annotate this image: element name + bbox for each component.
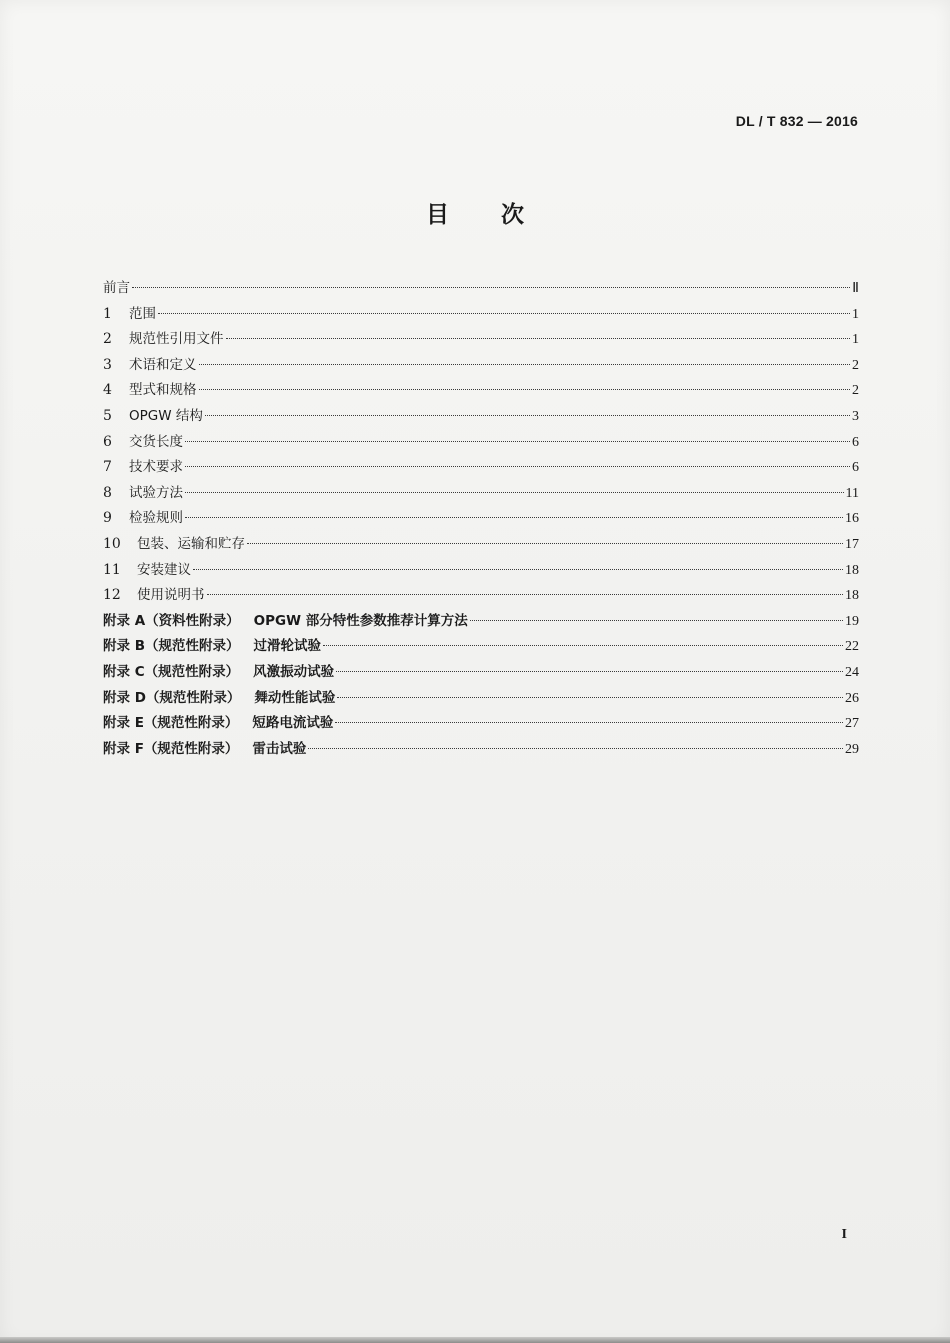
toc-entry-page: 1 xyxy=(852,332,859,348)
toc-entry-label: 前言 xyxy=(103,280,130,296)
toc-entry-number: 6 xyxy=(103,433,112,450)
toc-entry-label: 安装建议 xyxy=(137,561,191,578)
toc-entry-number: 12 xyxy=(103,587,121,604)
toc-entry-number: 10 xyxy=(103,535,121,552)
toc-annex-number: 附录 B（规范性附录） xyxy=(103,638,240,655)
toc-entry[interactable] xyxy=(103,404,859,430)
table-of-contents xyxy=(103,276,859,762)
scan-bottom-edge xyxy=(0,1337,950,1343)
toc-annex-label: 舞动性能试验 xyxy=(254,689,336,706)
dot-leader xyxy=(132,287,850,288)
dot-leader xyxy=(336,671,843,672)
toc-entry-label: 交货长度 xyxy=(129,433,183,450)
toc-entry-page: 22 xyxy=(845,639,859,655)
toc-entry-page: 3 xyxy=(852,408,859,424)
toc-entry-number: 11 xyxy=(103,561,121,578)
toc-entry-label: 检验规则 xyxy=(129,510,183,527)
toc-entry[interactable] xyxy=(103,302,859,328)
toc-entry-label: 试验方法 xyxy=(129,484,183,501)
toc-annex-entry[interactable] xyxy=(103,634,859,660)
dot-leader xyxy=(158,313,850,314)
toc-entry-number: 4 xyxy=(103,382,112,399)
toc-entry[interactable] xyxy=(103,558,859,584)
toc-entry-number: 5 xyxy=(103,407,112,424)
dot-leader xyxy=(337,697,843,698)
dot-leader xyxy=(226,338,851,339)
dot-leader xyxy=(205,415,850,416)
toc-entry-page: 11 xyxy=(845,485,859,501)
toc-entry-page: 26 xyxy=(845,690,859,706)
toc-entry[interactable] xyxy=(103,583,859,609)
toc-entry-page: 1 xyxy=(852,306,859,322)
toc-entry[interactable] xyxy=(103,481,859,507)
toc-entry-number: 7 xyxy=(103,459,112,476)
toc-entry-page: 2 xyxy=(852,357,859,373)
toc-entry-page: 17 xyxy=(845,536,859,552)
toc-entry[interactable] xyxy=(103,532,859,558)
toc-annex-number: 附录 C（规范性附录） xyxy=(103,663,240,680)
toc-entry-number: 3 xyxy=(103,356,112,373)
dot-leader xyxy=(185,441,850,442)
toc-entry-label: 范围 xyxy=(129,305,156,322)
toc-entry[interactable] xyxy=(103,327,859,353)
toc-annex-label: 风激振动试验 xyxy=(253,663,335,680)
toc-annex-label: OPGW 部分特性参数推荐计算方法 xyxy=(253,612,468,629)
toc-entry-label: 使用说明书 xyxy=(137,587,205,604)
toc-entry-page: 27 xyxy=(845,716,859,732)
toc-entry[interactable] xyxy=(103,276,859,302)
toc-entry-label: OPGW 结构 xyxy=(129,407,203,424)
toc-entry-number: 8 xyxy=(103,484,112,501)
toc-entry-number: 2 xyxy=(103,331,112,348)
toc-entry-label: 技术要求 xyxy=(129,459,183,476)
toc-entry-page: 2 xyxy=(852,383,859,399)
dot-leader xyxy=(185,517,843,518)
toc-annex-label: 雷击试验 xyxy=(252,740,307,757)
dot-leader xyxy=(247,543,843,544)
toc-entry-page: 6 xyxy=(852,460,859,476)
toc-entry[interactable] xyxy=(103,455,859,481)
toc-entry-page: 29 xyxy=(845,741,859,757)
dot-leader xyxy=(207,594,844,595)
toc-entry-page: 6 xyxy=(852,434,859,450)
toc-entry-page: Ⅱ xyxy=(852,281,859,296)
toc-annex-entry[interactable] xyxy=(103,686,859,712)
toc-entry[interactable] xyxy=(103,353,859,379)
toc-entry-label: 型式和规格 xyxy=(129,382,197,399)
toc-entry[interactable] xyxy=(103,506,859,532)
toc-annex-entry[interactable] xyxy=(103,660,859,686)
dot-leader xyxy=(308,748,843,749)
standard-code: DL / T 832 — 2016 xyxy=(735,113,858,129)
dot-leader xyxy=(335,722,843,723)
page-number: I xyxy=(841,1227,847,1242)
toc-annex-entry[interactable] xyxy=(103,609,859,635)
toc-entry[interactable] xyxy=(103,378,859,404)
dot-leader xyxy=(470,620,843,621)
toc-annex-number: 附录 D（规范性附录） xyxy=(103,689,241,706)
toc-entry-number: 9 xyxy=(103,510,112,527)
toc-entry-label: 术语和定义 xyxy=(129,356,197,373)
toc-annex-number: 附录 E（规范性附录） xyxy=(103,715,239,732)
page-title: 目次 xyxy=(426,202,576,228)
dot-leader xyxy=(199,389,851,390)
dot-leader xyxy=(185,492,844,493)
toc-entry-page: 18 xyxy=(845,588,859,604)
toc-annex-label: 短路电流试验 xyxy=(252,715,334,732)
toc-entry-page: 18 xyxy=(845,562,859,578)
toc-annex-number: 附录 A（资料性附录） xyxy=(103,612,240,629)
toc-entry-page: 16 xyxy=(845,511,859,527)
toc-annex-number: 附录 F（规范性附录） xyxy=(103,740,239,757)
toc-entry[interactable] xyxy=(103,430,859,456)
dot-leader xyxy=(193,569,843,570)
dot-leader xyxy=(323,645,843,646)
toc-entry-page: 19 xyxy=(845,613,859,629)
toc-entry-number: 1 xyxy=(103,305,112,322)
toc-entry-page: 24 xyxy=(845,664,859,680)
toc-entry-label: 规范性引用文件 xyxy=(129,331,224,348)
toc-annex-label: 过滑轮试验 xyxy=(253,638,321,655)
toc-entry-label: 包装、运输和贮存 xyxy=(137,535,245,552)
toc-annex-entry[interactable] xyxy=(103,711,859,737)
dot-leader xyxy=(185,466,850,467)
toc-annex-entry[interactable] xyxy=(103,737,859,763)
dot-leader xyxy=(199,364,851,365)
